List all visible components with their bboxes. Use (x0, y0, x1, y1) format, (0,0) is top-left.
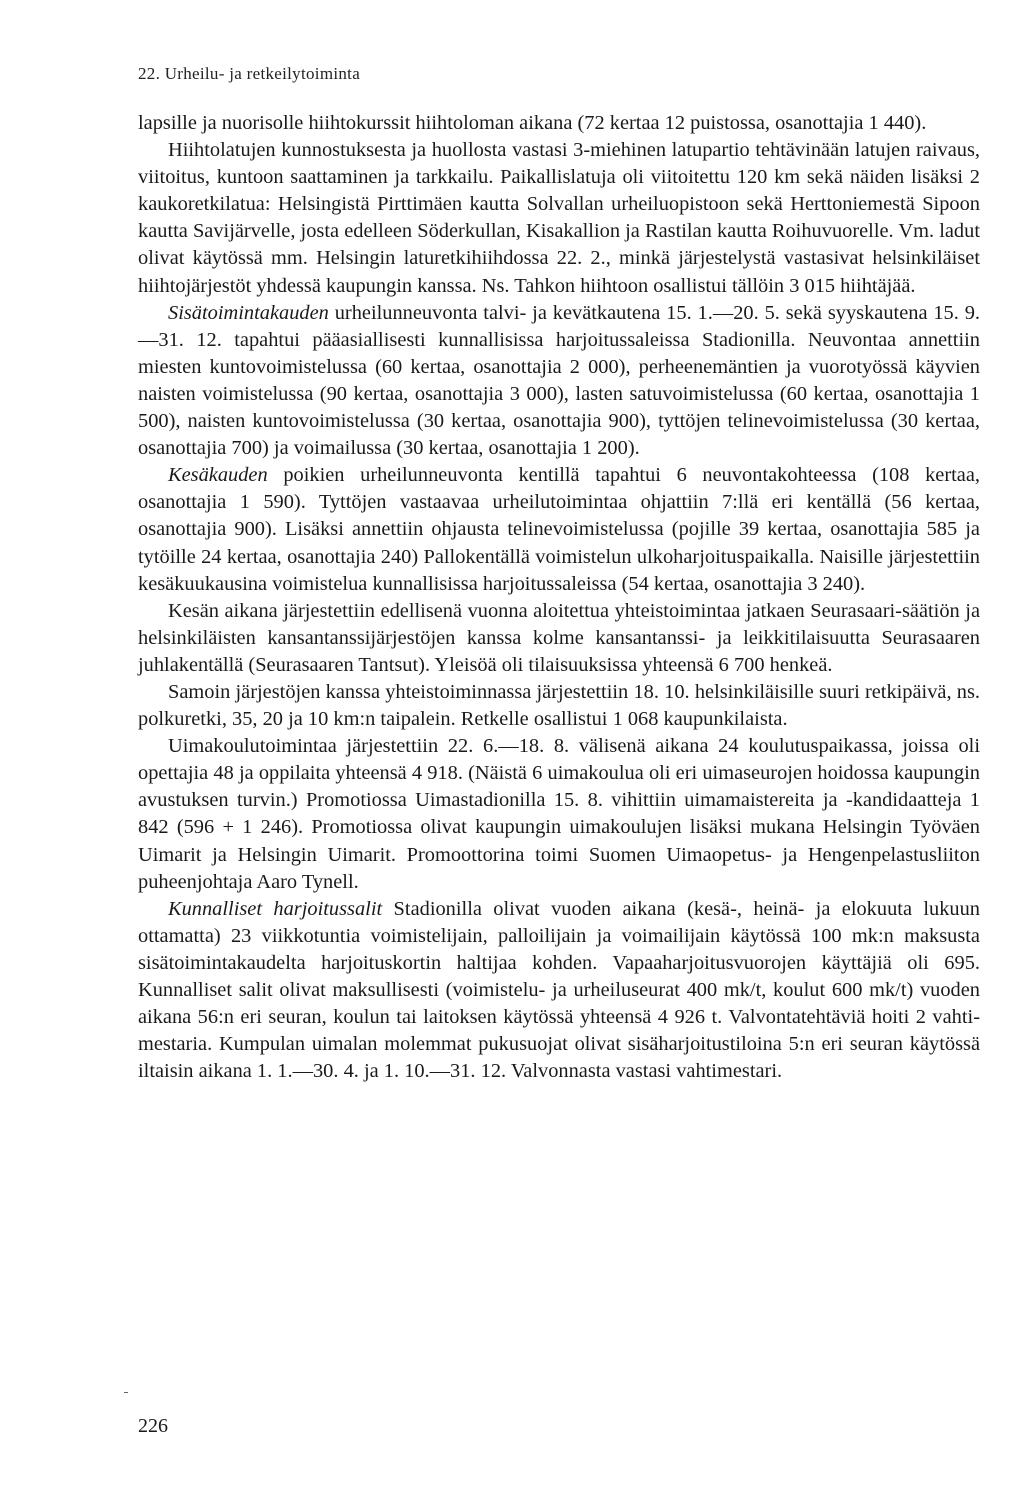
paragraph-text: Samoin järjestöjen kanssa yhteistoiminnassa järjestettiin 18. 10. helsinkiläisille suuri retkipäivä, ns. polkuretki, 35, 20 ja 10 km:n taipalein. Retkelle osallistui 1 068 kaupunkilaista. (138, 680, 980, 731)
running-title: 22. Urheilu- ja retkeilytoiminta (138, 64, 361, 83)
paragraph (138, 300, 980, 463)
paragraph (138, 733, 980, 896)
page-number: 226 (138, 1415, 168, 1437)
paragraph (138, 896, 980, 1086)
paragraph-text: Kesän aikana järjestettiin edellisenä vuonna aloitettua yhteistoimintaa jatkaen Seurasaari-säätiön ja helsinkiläisten kansantanssijärjestöjen kanssa kolme kansantanssi- ja leikkitilaisuutta Seurasaaren juhlakentällä (Seurasaaren Tantsut). Yleisöä oli tilaisuuksissa yhteensä 6 700 henkeä. (138, 599, 980, 676)
paragraph-text: lapsille ja nuorisolle hiihtokurssit hiihtoloman aikana (72 kertaa 12 puistossa, osanottajia 1 440). (138, 112, 927, 134)
paragraph (138, 598, 980, 679)
paragraph-text: poikien urheilunneuvonta kentillä tapahtui 6 neuvontakohteessa (108 kertaa, osanottajia 1 590). Tyttöjen vastaavaa urheilutoimintaa ohjattiin 7:llä eri kentällä (56 kertaa, osanottajia 900). Lisäksi annettiin ohjausta telinevoimistelussa (pojille 39 kertaa, osanottajia 585 ja tytöille 24 kertaa, osanottajia 240) Pallokentällä voimistelun ulkoharjoituspaikalla. Naisille järjestettiin kesäkuukausina voimistelua kunnallisissa harjoitussaleissa (54 kertaa, osanottajia 3 240). (138, 464, 980, 595)
paragraph (138, 110, 980, 137)
paragraph-text: urheilunneuvonta talvi- ja kevätkautena 15. 1.—20. 5. sekä syyskautena 15. 9.—31. 12. tapahtui pääasiallisesti kunnallisissa harjoitussaleissa Stadionilla. Neuvontaa annettiin miesten kuntovoimistelussa (60 kertaa, osanottajia 2 000), perheenemäntien ja vuorotyössä käyvien naisten voimistelussa (90 kertaa, osanottajia 3 000), lasten satuvoimistelussa (60 kertaa, osanottajia 1 500), naisten kuntovoimistelussa (30 kertaa, osanottajia 900), tyttöjen telinevoimistelussa (30 kertaa, osanottajia 700) ja voimailussa (30 kertaa, osanottajia 1 200). (138, 301, 980, 460)
paragraph (138, 462, 980, 597)
paragraph-text: Stadionilla olivat vuoden aikana (kesä-, heinä- ja elokuuta lukuun ottamatta) 23 viikkotuntia voimistelijain, palloilijain ja voimailijain käytössä 100 mk:n maksusta sisätoimintakaudelta harjoituskortin haltijaa kohden. Vapaaharjoitusvuorojen käyttäjiä oli 695. Kunnalliset salit olivat maksullisesti (voimistelu- ja urheiluseurat 400 mk/t, koulut 600 mk/t) vuoden aikana 56:n eri seuran, koulun tai laitoksen käytössä yhteensä 4 926 t. Valvontatehtäviä hoiti 2 vahtimestaria. Kumpulan uimalan molemmat pukusuojat olivat sisäharjoitustiloina 5:n eri seuran käytössä iltaisin aikana 1. 1.—30. 4. ja 1. 10.—31. 12. Valvonnasta vastasi vahtimestari. (138, 897, 981, 1083)
paragraph-lead: Sisätoimintakauden (168, 301, 329, 324)
body-text (138, 110, 980, 1085)
paragraph (138, 679, 980, 733)
paragraph (138, 137, 980, 300)
paragraph-text: Uimakoulutoimintaa järjestettiin 22. 6.—18. 8. välisenä aikana 24 koulutuspaikassa, joissa oli opettajia 48 ja oppilaita yhteensä 4 918. (Näistä 6 uimakoulua oli eri uimaseurojen hoidossa kaupungin avustuksen turvin.) Promotiossa Uimastadionilla 15. 8. vihittiin uimamaistereita ja -kandidaatteja 1 842 (596 + 1 246). Promotiossa olivat kaupungin uimakoulujen lisäksi mukana Helsingin Työväen Uimarit ja Helsingin Uimarit. Promoottorina toimi Suomen Uimaopetus- ja Hengenpelastusliiton puheenjohtaja Aaro Tynell. (138, 735, 980, 893)
paragraph-text: Hiihtolatujen kunnostuksesta ja huollosta vastasi 3-miehinen latupartio tehtävinään latujen raivaus, viitoitus, kuntoon saattaminen ja tarkkailu. Paikallislatuja oli viitoitettu 120 km sekä näiden lisäksi 2 kaukoretkilatua: Helsingistä Pirttimäen kautta Solvallan urheiluopistoon sekä Herttoniemestä Sipoon kautta Savijärvelle, josta edelleen Söderkullan, Kisakallion ja Rastilan kautta Roihuvuorelle. Vm. ladut olivat käytössä mm. Helsingin laturetkihiihdossa 22. 2., minkä järjestelystä vastasivat helsinkiläiset hiihtojärjestöt yhdessä kaupungin kanssa. Ns. Tahkon hiihtoon osallistui tällöin 3 015 hiihtäjää. (138, 139, 980, 297)
margin-mark (124, 1392, 128, 1393)
paragraph-lead: Kunnalliset harjoitussalit (168, 897, 383, 920)
paragraph-lead: Kesäkauden (168, 464, 268, 487)
